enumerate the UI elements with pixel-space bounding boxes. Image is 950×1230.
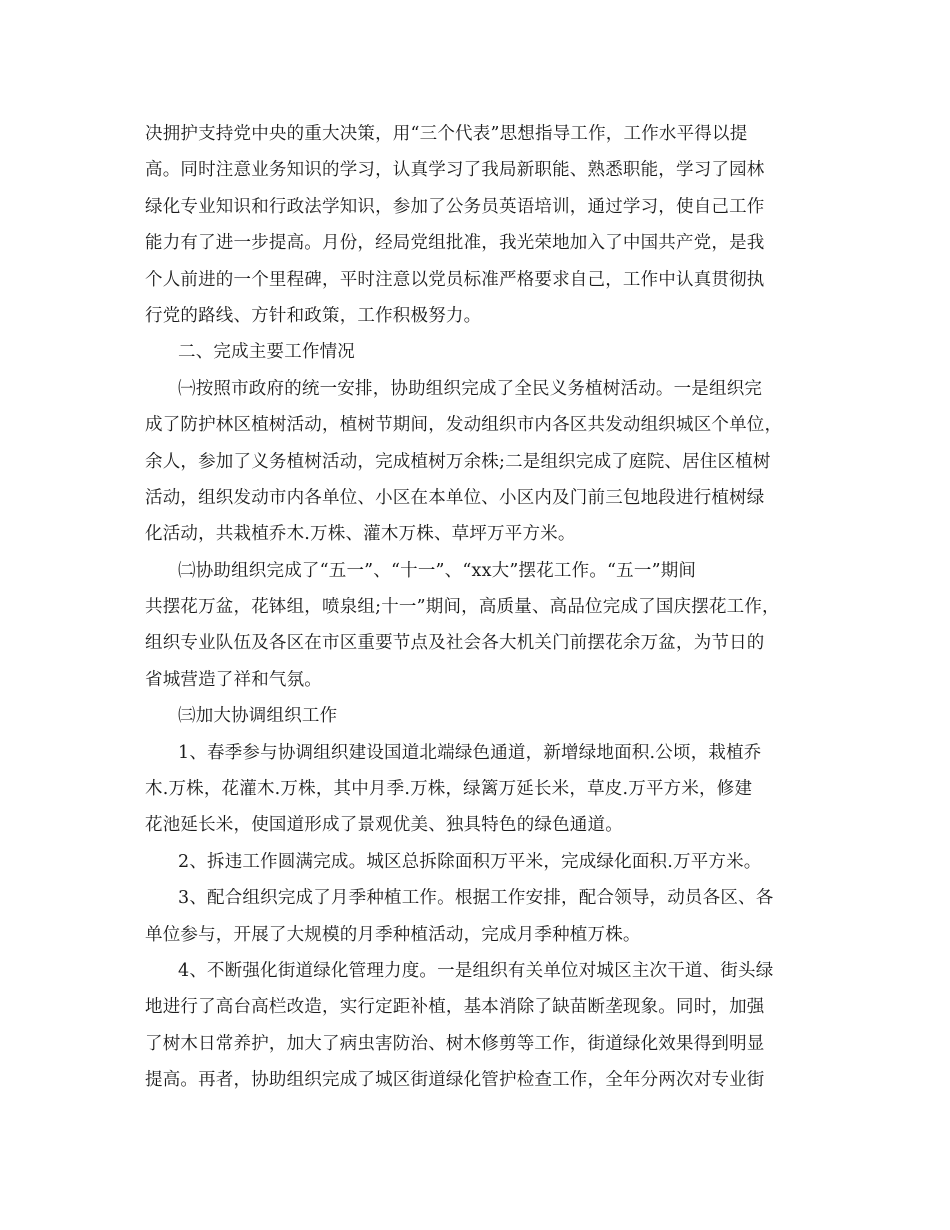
text-line: ㈡协助组织完成了“五一”、“十一”、“xx大”摆花工作。“五一”期间 [178, 560, 697, 581]
text-line: ㈠按照市政府的统一安排，协助组织完成了全民义务植树活动。一是组织完 [178, 378, 763, 399]
text-line: 决拥护支持党中央的重大决策，用“三个代表”思想指导工作，工作水平得以提 [145, 124, 748, 144]
text-line: 活动，组织发动市内各单位、小区在本单位、小区内及门前三包地段进行植树绿 [145, 487, 765, 508]
text-line: 提高。再者，协助组织完成了城区街道绿化管护检查工作，全年分两次对专业街 [145, 1070, 765, 1091]
text-line: 组织专业队伍及各区在市区重要节点及社会各大机关门前摆花余万盆，为节日的 [145, 633, 765, 654]
text-line: 4、不断强化街道绿化管理力度。一是组织有关单位对城区主次干道、街头绿 [178, 960, 774, 981]
text-line: 木.万株，花灌木.万株，其中月季.万株，绿篱万延长米，草皮.万平方米，修建 [145, 779, 753, 800]
text-line: 单位参与，开展了大规模的月季种植活动，完成月季种植万株。 [145, 924, 641, 945]
text-line: 1、春季参与协调组织建设国道北端绿色通道，新增绿地面积.公顷，栽植乔 [178, 742, 762, 763]
text-line: 花池延长米，使国道形成了景观优美、独具特色的绿色通道。 [145, 815, 623, 836]
text-line: 能力有了进一步提高。月份，经局党组批准，我光荣地加入了中国共产党，是我 [145, 233, 765, 254]
text-line: 2、拆违工作圆满完成。城区总拆除面积万平米，完成绿化面积.万平方米。 [178, 851, 762, 872]
text-line: 行党的路线、方针和政策，工作积极努力。 [145, 305, 482, 326]
text-line: 共摆花万盆，花钵组，喷泉组;十一”期间，高质量、高品位完成了国庆摆花工作， [145, 597, 780, 618]
text-line: 化活动，共栽植乔木.万株、灌木万株、草坪万平方米。 [145, 524, 576, 545]
text-line: 了树木日常养护，加大了病虫害防治、树木修剪等工作，街道绿化效果得到明显 [145, 1033, 765, 1054]
text-line: 地进行了高台高栏改造，实行定距补植，基本消除了缺苗断垄现象。同时，加强 [145, 997, 765, 1018]
text-line: 高。同时注意业务知识的学习，认真学习了我局新职能、熟悉职能，学习了园林 [145, 160, 765, 181]
text-line: ㈢加大协调组织工作 [178, 706, 338, 727]
text-line: 个人前进的一个里程碑，平时注意以党员标准严格要求自己，工作中认真贯彻执 [145, 269, 765, 290]
text-line: 3、配合组织完成了月季种植工作。根据工作安排，配合领导，动员各区、各 [178, 888, 774, 909]
text-line: 成了防护林区植树活动，植树节期间，发动组织市内各区共发动组织城区个单位， [145, 415, 783, 436]
text-line: 省城营造了祥和气氛。 [145, 669, 322, 690]
document-body [145, 116, 825, 1099]
text-line: 绿化专业知识和行政法学知识，参加了公务员英语培训，通过学习，使自己工作 [145, 196, 765, 217]
text-line: 二、完成主要工作情况 [178, 342, 355, 363]
text-line: 余人，参加了义务植树活动，完成植树万余株;二是组织完成了庭院、居住区植树 [145, 451, 771, 472]
